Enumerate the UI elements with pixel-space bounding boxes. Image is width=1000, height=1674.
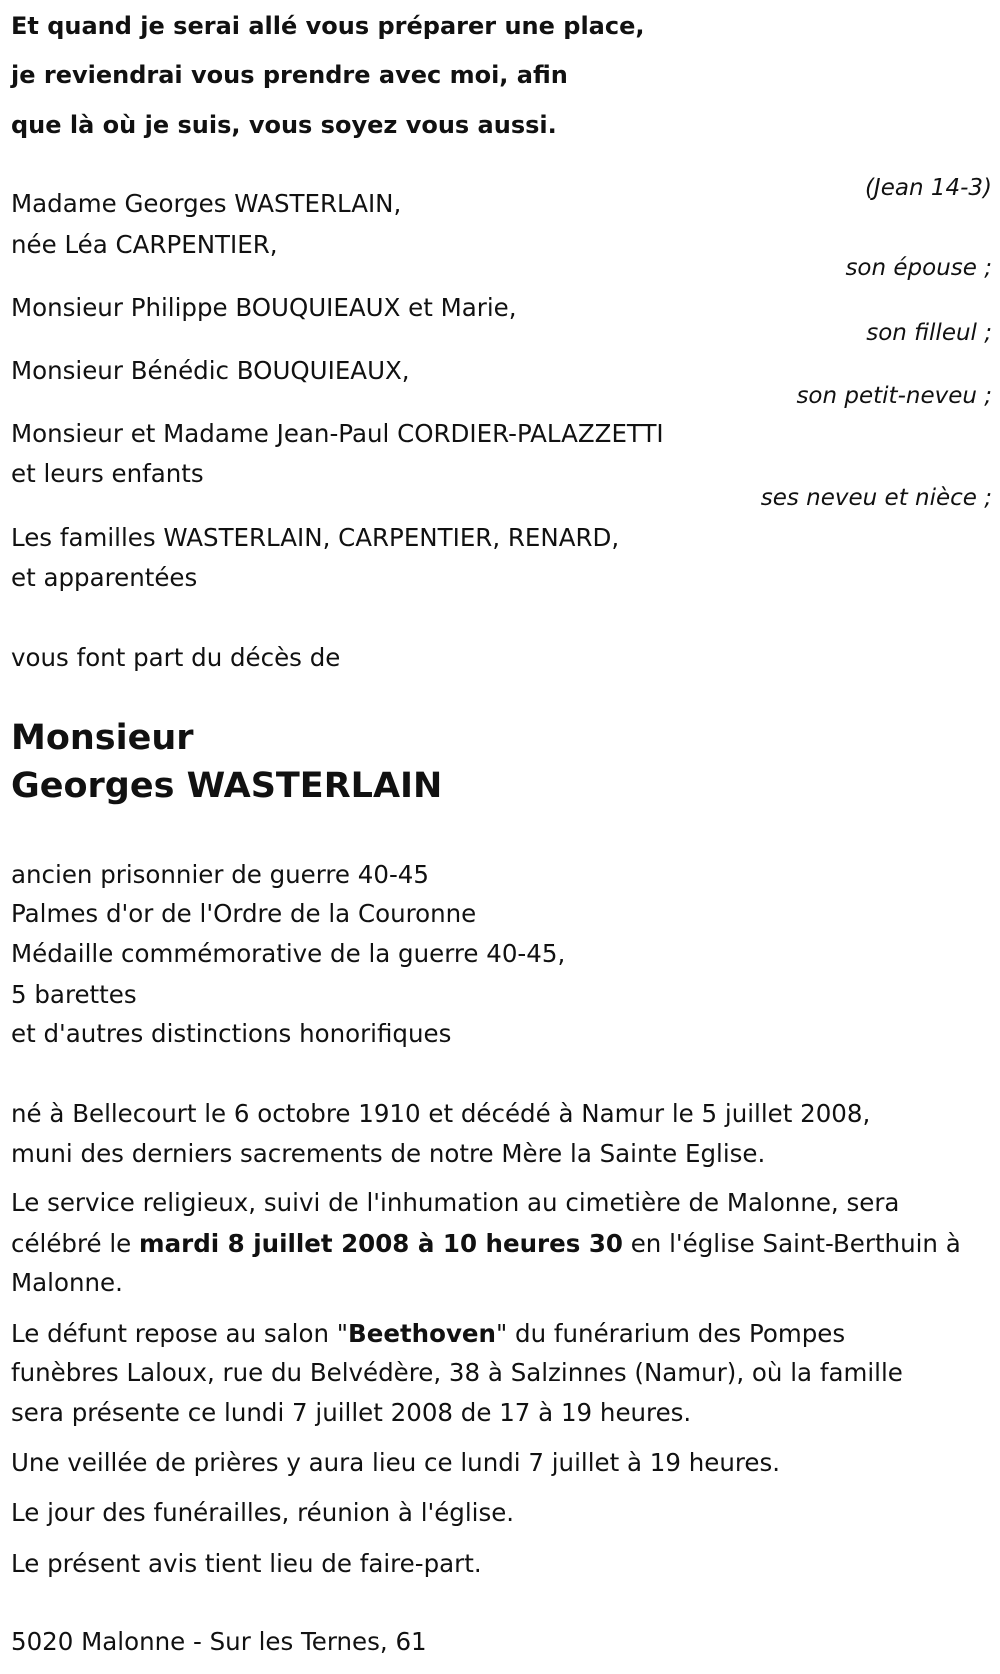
vigil-line: Une veillée de prières y aura lieu ce lundi 7 juillet à 19 heures. xyxy=(11,1448,781,1477)
meeting-line: Le jour des funérailles, réunion à l'église. xyxy=(11,1498,515,1527)
deceased-name: Georges WASTERLAIN xyxy=(11,766,443,806)
family-line: née Léa CARPENTIER, xyxy=(11,230,278,259)
announcement: vous font part du décès de xyxy=(11,643,341,672)
service-line xyxy=(11,1224,961,1264)
deceased-title: Monsieur xyxy=(11,718,194,758)
rest-text: " du funérarium des Pompes xyxy=(495,1319,846,1348)
rest-line: sera présente ce lundi 7 juillet 2008 de 17 à 19 heures. xyxy=(11,1398,692,1427)
distinction: Médaille commémorative de la guerre 40-45, xyxy=(11,939,566,968)
quote-reference: (Jean 14-3) xyxy=(864,175,992,201)
service-line: Le service religieux, suivi de l'inhumation au cimetière de Malonne, sera xyxy=(11,1188,900,1217)
family-relation: son épouse ; xyxy=(845,255,992,281)
family-line: Monsieur Bénédic BOUQUIEAUX, xyxy=(11,356,410,385)
quote-line: Et quand je serai allé vous préparer une place, xyxy=(11,12,645,40)
family-line: Monsieur et Madame Jean-Paul CORDIER-PALAZZETTI xyxy=(11,419,664,448)
service-datetime: mardi 8 juillet 2008 à 10 heures 30 xyxy=(139,1229,623,1258)
birth-line: muni des derniers sacrements de notre Mère la Sainte Eglise. xyxy=(11,1139,766,1168)
family-line: Les familles WASTERLAIN, CARPENTIER, RENARD, xyxy=(11,523,620,552)
notice-line: Le présent avis tient lieu de faire-part. xyxy=(11,1549,482,1578)
family-line: et apparentées xyxy=(11,563,198,592)
family-line: Madame Georges WASTERLAIN, xyxy=(11,189,402,218)
family-relation: son filleul ; xyxy=(866,320,992,346)
salon-name: Beethoven xyxy=(348,1319,496,1348)
address: 5020 Malonne - Sur les Ternes, 61 xyxy=(11,1627,427,1656)
service-text: en l'église Saint-Berthuin à xyxy=(622,1229,961,1258)
rest-text: Le défunt repose au salon " xyxy=(11,1319,349,1348)
family-line: Monsieur Philippe BOUQUIEAUX et Marie, xyxy=(11,293,517,322)
service-text: célébré le xyxy=(11,1229,140,1258)
distinction: et d'autres distinctions honorifiques xyxy=(11,1019,452,1048)
rest-line xyxy=(11,1314,845,1354)
quote-line: je reviendrai vous prendre avec moi, afin xyxy=(11,61,568,89)
family-relation: ses neveu et nièce ; xyxy=(760,485,992,511)
service-line: Malonne. xyxy=(11,1268,123,1297)
distinction: ancien prisonnier de guerre 40-45 xyxy=(11,860,429,889)
distinction: 5 barettes xyxy=(11,980,137,1009)
quote-line: que là où je suis, vous soyez vous aussi. xyxy=(11,111,557,139)
family-relation: son petit-neveu ; xyxy=(796,383,992,409)
distinction: Palmes d'or de l'Ordre de la Couronne xyxy=(11,899,477,928)
family-line: et leurs enfants xyxy=(11,459,204,488)
rest-line: funèbres Laloux, rue du Belvédère, 38 à Salzinnes (Namur), où la famille xyxy=(11,1358,903,1387)
birth-line: né à Bellecourt le 6 octobre 1910 et décédé à Namur le 5 juillet 2008, xyxy=(11,1099,871,1128)
